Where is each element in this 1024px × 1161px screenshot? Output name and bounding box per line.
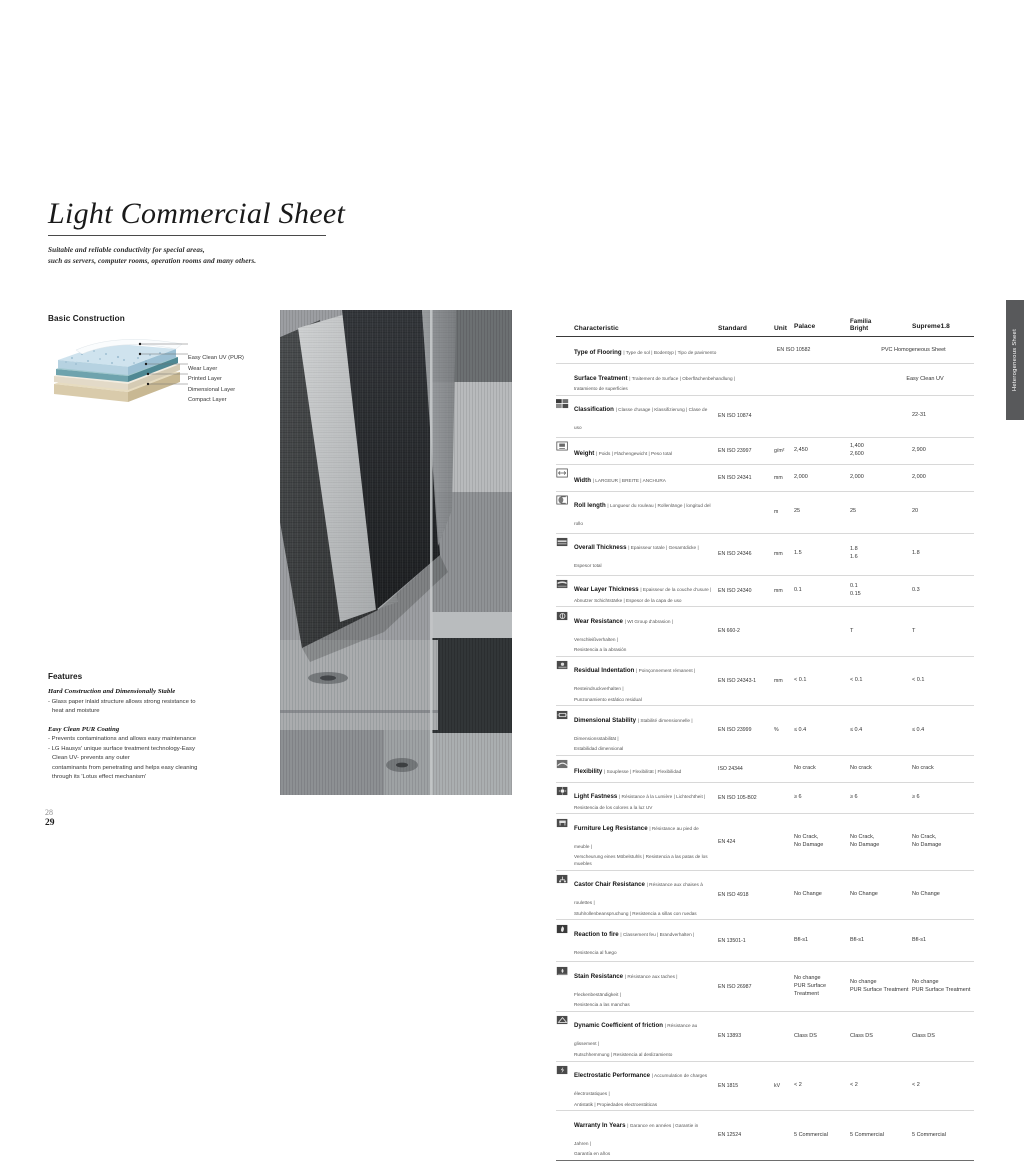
familia-bright-value-cell: No Change <box>850 891 878 898</box>
characteristic-translations-line2: Estabilidad dimensional <box>574 746 624 752</box>
feature-line: heat and moisture <box>52 708 100 715</box>
specification-table <box>556 314 974 1161</box>
unit-cell <box>774 610 794 654</box>
table-row <box>556 706 974 756</box>
palace-value-cell: No crack <box>794 765 816 772</box>
table-row <box>556 871 974 921</box>
table-row <box>556 492 974 534</box>
characteristic-translations-line2: Verscheurung eines Möbelstuhls | Resistencia a las patas de los muebles <box>574 854 708 867</box>
supreme-value-cell: 20 <box>912 508 919 515</box>
row-icon-placeholder <box>556 340 574 361</box>
unit-cell <box>833 340 853 361</box>
basic-construction-section <box>48 314 288 410</box>
unit-cell: mm <box>774 551 783 558</box>
friction-icon <box>556 1014 574 1058</box>
table-row <box>556 1062 974 1112</box>
palace-value-cell: 2,450 <box>794 446 808 453</box>
characteristic-translations: | Résistance au pied de meuble | <box>574 825 699 849</box>
familia-bright-value-cell: 1,400 2,600 <box>850 442 864 457</box>
table-body <box>556 337 974 1161</box>
characteristic-name: Type of Flooring <box>574 349 624 356</box>
fire-icon <box>556 923 574 959</box>
title-block <box>48 198 468 267</box>
unit-cell: % <box>774 727 779 734</box>
header-characteristic: Characteristic <box>574 325 619 332</box>
section-tab-label: Heterogeneous Sheet <box>1012 328 1018 392</box>
characteristic-translations: | Résistance à la Lumière | Lichtechtheit | <box>619 794 706 800</box>
layer-label: Dimensional Layer <box>188 386 236 393</box>
characteristic-translations: | Accumulation de charges électrostatiques | <box>574 1073 708 1097</box>
basic-construction-heading: Basic Construction <box>48 314 125 323</box>
standard-cell: EN ISO 23997 <box>718 447 752 454</box>
standard-cell: EN ISO 4918 <box>718 892 749 899</box>
characteristic-cell <box>574 873 718 917</box>
feature-line: - Prevents contaminations and allows easy maintenance <box>48 736 197 743</box>
standard-cell: EN ISO 10874 <box>718 413 752 420</box>
characteristic-translations: | Type de sol | Bodentyp | Tipo de pavimento <box>623 350 717 355</box>
standard-cell: EN ISO 24343-1 <box>718 677 757 684</box>
characteristic-cell <box>574 923 718 959</box>
standard-cell: ISO 24344 <box>718 765 743 772</box>
characteristic-name: Dynamic Coefficient of friction <box>574 1022 665 1030</box>
supreme-value-cell: < 0.1 <box>912 677 925 684</box>
standard-cell: EN 424 <box>718 839 736 846</box>
supreme-value-cell: No Change <box>912 891 940 898</box>
standard-cell: EN ISO 26987 <box>718 983 752 990</box>
familia-bright-value-cell: No crack <box>850 765 872 772</box>
merged-value-cell: Easy Clean UV <box>906 376 944 383</box>
unit-cell <box>774 923 794 959</box>
table-row <box>556 1111 974 1161</box>
supreme-value-cell: 2,000 <box>912 473 926 480</box>
table-row <box>556 534 974 576</box>
familia-bright-value-cell: ≥ 6 <box>850 794 858 801</box>
unit-cell: mm <box>774 587 783 594</box>
wearlayer-icon <box>556 578 574 604</box>
supreme-value-cell: T <box>912 627 916 634</box>
characteristic-cell <box>574 965 718 1009</box>
unit-cell: mm <box>774 677 783 684</box>
table-row <box>556 465 974 492</box>
characteristic-translations-line2: Resistencia a las manchas <box>574 1002 630 1008</box>
familia-bright-value-cell: Class DS <box>850 1032 873 1039</box>
unit-cell: kV <box>774 1082 781 1089</box>
weight-icon <box>556 440 574 461</box>
familia-bright-value-cell: 25 <box>850 508 857 515</box>
characteristic-translations: | Classe d'usage | Klassifizierung | Clase de uso <box>574 407 708 431</box>
characteristic-translations: | Poinçonnement rémanent | Resteindruckverhalten | <box>574 668 696 692</box>
characteristic-translations: | Résistance aux taches | Fleckenbeständigkeit | <box>574 973 678 997</box>
standard-cell: EN ISO 24340 <box>718 587 752 594</box>
layer-stack-illustration <box>48 332 198 410</box>
standard-cell: EN ISO 105-B02 <box>718 795 757 801</box>
table-row <box>556 783 974 815</box>
features-heading: Features <box>48 672 83 681</box>
header-familia-bright: Familia Bright <box>850 318 872 332</box>
characteristic-cell <box>574 610 718 654</box>
feature-group <box>48 688 263 717</box>
table-row <box>556 814 974 871</box>
palace-value-cell: Class DS <box>794 1032 817 1039</box>
header-unit: Unit <box>774 325 788 332</box>
row-icon-placeholder <box>556 367 574 393</box>
characteristic-translations: | Poids | Flächengewicht | Peso total <box>596 450 673 456</box>
standard-cell: EN ISO 24341 <box>718 474 752 481</box>
characteristic-name: Flexibility <box>574 767 605 775</box>
characteristic-translations-line2: tratamiento de superficies <box>574 386 628 391</box>
characteristic-name: Reaction to fire <box>574 930 621 938</box>
palace-value-cell: No Change <box>794 891 822 898</box>
characteristic-name: Classification <box>574 406 616 414</box>
characteristic-translations: | Traitement de Surface | Oberflächenbehandlung | <box>629 375 736 381</box>
castor-icon <box>556 873 574 917</box>
palace-value-cell <box>794 398 850 434</box>
table-row <box>556 576 974 608</box>
characteristic-translations-line2: Abnutzer Schichtstärke | Espesor de la capa de uso <box>574 597 682 603</box>
familia-bright-value-cell <box>850 398 912 434</box>
feature-line: - Glass paper inlaid structure allows strong resistance to <box>48 698 196 705</box>
characteristic-name: Warranty In Years <box>574 1121 628 1129</box>
standard-cell: EN ISO 10582 <box>776 347 811 353</box>
table-row <box>556 920 974 962</box>
feature-line: through its 'Lotus effect mechanism' <box>52 774 147 781</box>
thickness-icon <box>556 536 574 572</box>
familia-bright-value-cell: Bfl-s1 <box>850 937 865 944</box>
unit-cell <box>856 367 876 393</box>
supreme-value-cell: 5 Commercial <box>912 1131 946 1138</box>
page-number-left: 28 <box>45 808 53 817</box>
characteristic-translations: | Classement feu | Brandverhalten | Resistencia al fuego <box>574 931 695 955</box>
supreme-value-cell: No Crack, No Damage <box>912 834 942 849</box>
table-row <box>556 756 974 783</box>
characteristic-name: Dimensional Stability <box>574 716 638 724</box>
characteristic-translations-line2: Stuhlrollenbeanspruchung | Resistencia a sillas con ruedas <box>574 910 697 916</box>
familia-bright-value-cell: < 2 <box>850 1082 858 1089</box>
familia-bright-value-cell: ≤ 0.4 <box>850 726 863 733</box>
characteristic-translations: | Wt Group d'abrasion | Verschleißverhalten | <box>574 618 674 642</box>
feature-group <box>48 726 263 783</box>
layer-label: Wear Layer <box>188 365 218 372</box>
supreme-value-cell: 1.8 <box>912 550 920 557</box>
characteristic-cell <box>574 709 718 753</box>
stability-icon <box>556 709 574 753</box>
supreme-value-cell: No change PUR Surface Treatment <box>912 978 971 993</box>
palace-value-cell: 2,000 <box>794 473 808 480</box>
characteristic-translations: | Garance en années | Garantie in Jahren | <box>574 1122 699 1146</box>
page-subtitle <box>48 245 468 267</box>
title-underline <box>48 235 326 236</box>
subtitle-line-2: such as servers, computer rooms, operation rooms and many others. <box>48 256 257 265</box>
characteristic-cell <box>574 440 718 461</box>
familia-bright-value-cell: < 0.1 <box>850 677 863 684</box>
standard-cell: EN 1815 <box>718 1082 739 1089</box>
unit-cell: g/m² <box>774 447 785 454</box>
characteristic-cell <box>574 467 718 488</box>
flexibility-icon <box>556 758 574 779</box>
familia-bright-value-cell: T <box>850 627 854 634</box>
familia-bright-value-cell: 5 Commercial <box>850 1131 884 1138</box>
characteristic-translations-line2: Punzonamiento estático residual <box>574 696 642 702</box>
table-row <box>556 962 974 1012</box>
characteristic-name: Castor Chair Resistance <box>574 881 647 889</box>
layer-label-list <box>188 354 288 406</box>
palace-value-cell: 25 <box>794 508 801 515</box>
characteristic-translations-line2: Garantía en años <box>574 1151 611 1157</box>
characteristic-translations: | Résistance au glissement | <box>574 1023 698 1047</box>
supreme-value-cell: 22-31 <box>912 412 927 419</box>
roll-icon <box>556 494 574 530</box>
characteristic-name: Furniture Leg Resistance <box>574 824 650 832</box>
unit-cell <box>774 873 794 917</box>
subtitle-line-1: Suitable and reliable conductivity for special areas, <box>48 245 205 254</box>
unit-cell <box>774 1014 794 1058</box>
familia-bright-value-cell: 2,000 <box>850 473 864 480</box>
layer-label: Easy Clean UV (PUR) <box>188 355 244 362</box>
characteristic-cell <box>574 1114 718 1158</box>
palace-value-cell <box>794 610 850 654</box>
characteristic-name: Electrostatic Performance <box>574 1072 652 1080</box>
characteristic-name: Wear Layer Thickness <box>574 586 641 594</box>
standard-cell: EN ISO 23999 <box>718 727 752 734</box>
standard-cell: EN 13501-1 <box>718 937 746 944</box>
supreme-value-cell: ≤ 0.4 <box>912 726 925 733</box>
characteristic-cell <box>574 578 718 604</box>
palace-value-cell: 1.5 <box>794 550 802 557</box>
characteristic-cell <box>574 398 718 434</box>
table-row <box>556 1012 974 1062</box>
characteristic-translations-line2: Resistencia a la abrasión <box>574 647 627 653</box>
row-icon-placeholder <box>556 1114 574 1158</box>
palace-value-cell: ≥ 6 <box>794 794 802 801</box>
width-icon <box>556 467 574 488</box>
feature-line: - LG Hausys' unique surface treatment technology-Easy <box>48 745 195 752</box>
supreme-value-cell: No crack <box>912 765 934 772</box>
header-palace: Palace <box>794 323 816 331</box>
wear-resistance-icon <box>556 610 574 654</box>
characteristic-name: Wear Resistance <box>574 617 625 625</box>
characteristic-translations-line2: Antistatik | Propiedades electroestáticas <box>574 1101 658 1107</box>
electrostatic-icon <box>556 1064 574 1108</box>
feature-title: Easy Clean PUR Coating <box>48 725 120 733</box>
characteristic-cell <box>574 785 718 811</box>
characteristic-translations: | LARGEUR | BREITE | ANCHURA <box>592 477 666 483</box>
characteristic-name: Roll length <box>574 502 608 510</box>
table-row <box>556 364 974 396</box>
supreme-value-cell: 2,900 <box>912 446 926 453</box>
characteristic-cell <box>574 367 800 393</box>
characteristic-translations-line2: Rutschhemmung | Resistencia al deslizamiento <box>574 1051 673 1057</box>
familia-bright-value-cell: 0.1 0.15 <box>850 582 861 597</box>
palace-value-cell: 0.1 <box>794 587 802 594</box>
construction-diagram <box>48 332 288 410</box>
indentation-icon <box>556 659 574 703</box>
page-number-right: 29 <box>45 818 55 828</box>
characteristic-name: Overall Thickness <box>574 544 629 552</box>
header-standard: Standard <box>718 325 747 332</box>
characteristic-name: Width <box>574 476 593 484</box>
layer-label: Compact Layer <box>188 396 227 403</box>
characteristic-translations: | Stabilité dimensionnelle | Dimensionsstabilität | <box>574 717 693 741</box>
palace-value-cell: Bfl-s1 <box>794 937 809 944</box>
table-row <box>556 438 974 465</box>
characteristic-cell <box>574 536 718 572</box>
standard-cell: EN 13893 <box>718 1033 742 1040</box>
familia-bright-value-cell: 1.8 1.6 <box>850 546 858 561</box>
standard-cell: EN 12524 <box>718 1132 742 1139</box>
layer-label: Printed Layer <box>188 376 222 383</box>
supreme-value-cell: ≥ 6 <box>912 794 920 801</box>
palace-value-cell: < 2 <box>794 1082 802 1089</box>
supreme-value-cell: Class DS <box>912 1032 935 1039</box>
header-supreme: Supreme1.8 <box>912 323 950 331</box>
unit-cell: m <box>774 509 779 516</box>
characteristic-translations: | Longueur du rouleau | Rollenlänge | longitud del rollo <box>574 503 711 527</box>
characteristic-name: Weight <box>574 449 597 457</box>
characteristic-translations-line2: Resistencia de los colores a la luz UV <box>574 804 653 810</box>
standard-cell: EN 660-2 <box>718 628 740 635</box>
characteristic-cell <box>574 758 718 779</box>
unit-cell <box>774 398 794 434</box>
unit-cell <box>774 785 794 811</box>
lightfast-icon <box>556 785 574 811</box>
table-row <box>556 607 974 657</box>
characteristic-translations: | Souplesse | Flexibilität | Flexibilidad <box>604 768 682 774</box>
unit-cell <box>774 965 794 1009</box>
unit-cell <box>774 817 794 868</box>
supreme-value-cell: < 2 <box>912 1082 920 1089</box>
standard-cell: EN ISO 24346 <box>718 551 752 558</box>
feature-title: Hard Construction and Dimensionally Stable <box>48 688 176 695</box>
characteristic-cell <box>574 494 718 530</box>
characteristic-cell <box>574 340 777 361</box>
palace-value-cell: ≤ 0.4 <box>794 726 807 733</box>
palace-value-cell: No Crack, No Damage <box>794 834 824 849</box>
characteristic-translations: | Résistance aux chaises à roulettes | <box>574 882 703 906</box>
table-row <box>556 657 974 707</box>
page-number-block <box>45 808 55 828</box>
characteristic-cell <box>574 817 718 868</box>
characteristic-name: Stain Resistance <box>574 972 625 980</box>
palace-value-cell: < 0.1 <box>794 677 807 684</box>
merged-value-cell: PVC Homogeneous Sheet <box>881 347 946 353</box>
familia-bright-value-cell: No change PUR Surface Treatment <box>850 978 909 993</box>
product-photo <box>280 310 512 795</box>
section-tab-heterogeneous-sheet[interactable] <box>1006 300 1024 420</box>
flooring-samples-image <box>280 310 512 795</box>
features-section <box>48 672 263 783</box>
standard-cell <box>800 367 856 393</box>
characteristic-name: Surface Treatment <box>574 374 630 382</box>
unit-cell <box>774 758 794 779</box>
palace-value-cell: 5 Commercial <box>794 1131 828 1138</box>
characteristic-cell <box>574 659 718 703</box>
characteristic-name: Light Fastness <box>574 793 619 801</box>
furniture-icon <box>556 817 574 868</box>
standard-cell <box>718 494 774 530</box>
table-header-row <box>556 314 974 337</box>
page-title: Light Commercial Sheet <box>48 197 346 230</box>
unit-cell <box>774 1114 794 1158</box>
classification-icon <box>556 398 574 434</box>
characteristic-translations: | Epaisseur de la couche d'usure | <box>640 587 712 593</box>
characteristic-name: Residual Indentation <box>574 667 637 675</box>
supreme-value-cell: Bfl-s1 <box>912 937 927 944</box>
unit-cell: mm <box>774 474 783 481</box>
supreme-value-cell: 0.3 <box>912 587 920 594</box>
stain-icon <box>556 965 574 1009</box>
familia-bright-value-cell: No Crack, No Damage <box>850 834 880 849</box>
characteristic-translations: | Epaisseur totale | Gesamtdicke | Espesor total <box>574 545 699 569</box>
palace-value-cell: No change PUR Surface Treatment <box>794 974 827 997</box>
feature-line: contaminants from penetrating and helps easy cleaning <box>52 764 198 771</box>
characteristic-cell <box>574 1014 718 1058</box>
table-row <box>556 396 974 438</box>
characteristic-cell <box>574 1064 718 1108</box>
table-row <box>556 337 974 364</box>
header-icon-spacer <box>556 331 574 332</box>
feature-line: Clean UV- prevents any outer <box>52 755 130 762</box>
